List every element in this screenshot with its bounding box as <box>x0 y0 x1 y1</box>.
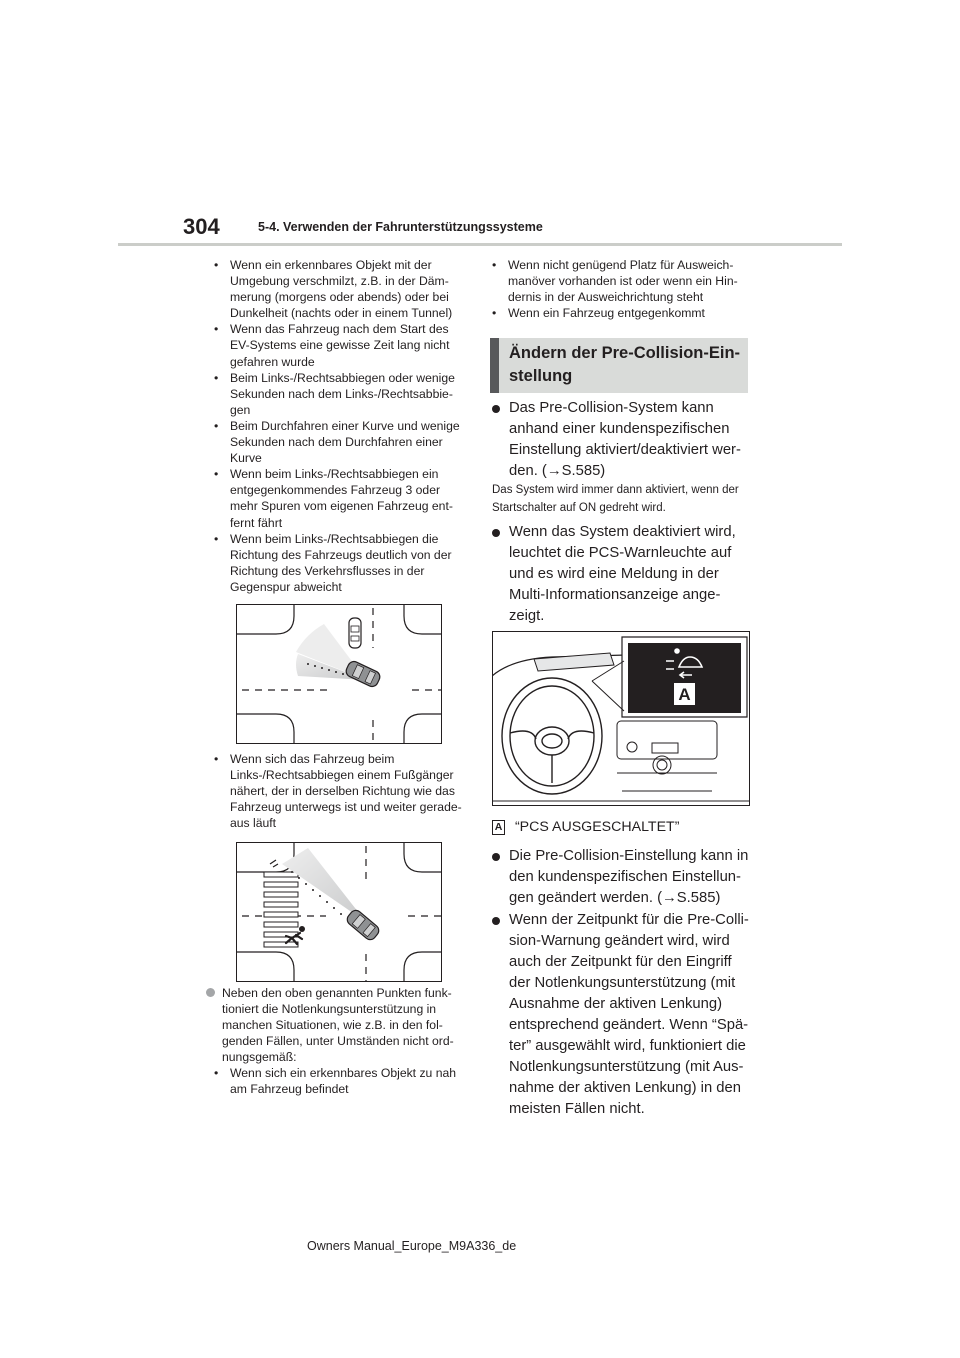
list-item: • Wenn sich ein erkennbares Objekt zu nah am Fahrzeug befindet <box>214 1065 470 1097</box>
caption-text: “PCS AUSGESCHALTET” <box>514 819 680 835</box>
item-1 <box>492 398 752 482</box>
condition-list-3 <box>214 1065 470 1097</box>
condition-list-2 <box>214 751 470 831</box>
pedestrian-diagram <box>236 842 442 982</box>
item-2 <box>492 522 752 627</box>
list-item: • Wenn sich das Fahrzeug beim Links-/Rechtsabbiegen einem Fußgänger nähert, der in derselben Richtung wie das Fahrzeug unterwegs ist und weiter gerade-aus läuft <box>214 751 470 831</box>
list-item: • Beim Durchfahren einer Kurve und wenige Sekunden nach dem Durchfahren einer Kurve <box>214 418 470 466</box>
bullet-dot-icon <box>492 917 500 925</box>
page-number: 304 <box>183 214 220 239</box>
section-heading-bar <box>490 338 499 393</box>
header-rule <box>118 243 842 246</box>
bullet-dot-icon <box>492 853 500 861</box>
item-text: Wenn das System deaktiviert wird, leuchtet die PCS-Warnleuchte auf und es wird eine Meldung in der Multi-Informationsanzeige ange-zeigt. <box>509 524 736 624</box>
bullet-dot-icon <box>492 529 500 537</box>
callout-a-mark: A <box>678 685 691 704</box>
item-text: Wenn der Zeitpunkt für die Pre-Colli-sion-Warnung geändert wird, wird auch der Zeitpunkt für den Eingriff der Notlenkungsunterstützung (mit Ausnahme der aktiven Lenkung) entsprechend geändert. Wenn “Spä-ter” ausgewählt wird, funktioniert die Notlenkungsunterstützung (mit Aus-nahme der aktiven Lenkung) in den meisten Fällen nicht. <box>509 912 749 1117</box>
note-block <box>206 985 474 1065</box>
note-text: Neben den oben genannten Punkten funk-tioniert die Notlenkungsunterstützung in manchen Situationen, wie z.B. in den fol-genden Fällen, unter Umständen nicht ord-nungsgemäß: <box>222 986 454 1065</box>
illustration-oncoming-vehicle <box>236 604 442 744</box>
gray-circle-icon <box>206 988 215 997</box>
list-item: • Wenn nicht genügend Platz für Ausweich-manöver vorhanden ist oder wenn ein Hin-dernis in der Ausweichrichtung steht <box>492 257 752 305</box>
intersection-diagram <box>236 604 442 744</box>
item-3 <box>492 846 752 909</box>
footer-text: Owners Manual_Europe_M9A336_de <box>307 1239 517 1253</box>
callout-label: A <box>492 820 505 835</box>
list-item: • Wenn das Fahrzeug nach dem Start des EV-Systems eine gewisse Zeit lang nicht gefahren wurde <box>214 321 470 369</box>
section-heading: Ändern der Pre-Collision-Ein-stellung <box>509 344 741 385</box>
dashboard-diagram <box>492 631 750 806</box>
condition-list-1 <box>214 257 470 595</box>
illustration-dashboard <box>492 631 750 806</box>
chapter-title: 5-4. Verwenden der Fahrunterstützungssysteme <box>258 220 543 234</box>
item-text: Die Pre-Collision-Einstellung kann in den kundenspezifischen Einstellun-gen geändert werden. (→S.585) <box>509 848 749 906</box>
small-note: Das System wird immer dann aktiviert, wenn der Startschalter auf ON gedreht wird. <box>492 484 739 514</box>
list-item: • Wenn ein erkennbares Objekt mit der Umgebung verschmilzt, z.B. in der Däm-merung (morgens oder abends) oder bei Dunkelheit (nachts oder in einem Tunnel) <box>214 257 470 321</box>
list-item: • Beim Links-/Rechtsabbiegen oder wenige Sekunden nach dem Links-/Rechtsabbie-gen <box>214 370 470 418</box>
item-text: Das Pre-Collision-System kann anhand einer kundenspezifischen Einstellung aktiviert/deaktiviert wer-den. (→S.585) <box>509 400 741 479</box>
caption-row <box>492 817 754 837</box>
illustration-pedestrian <box>236 842 442 982</box>
list-item: • Wenn ein Fahrzeug entgegenkommt <box>492 305 752 321</box>
list-item: • Wenn beim Links-/Rechtsabbiegen ein entgegenkommendes Fahrzeug 3 oder mehr Spuren vom eigenen Fahrzeug ent-fernt fährt <box>214 466 470 530</box>
list-item: • Wenn beim Links-/Rechtsabbiegen die Richtung des Fahrzeugs deutlich von der Richtung des Verkehrsflusses in der Gegenspur abweicht <box>214 531 470 595</box>
bullet-dot-icon <box>492 405 500 413</box>
section-heading-box <box>490 338 748 393</box>
item-4 <box>492 910 752 1120</box>
condition-list-4 <box>492 257 752 321</box>
